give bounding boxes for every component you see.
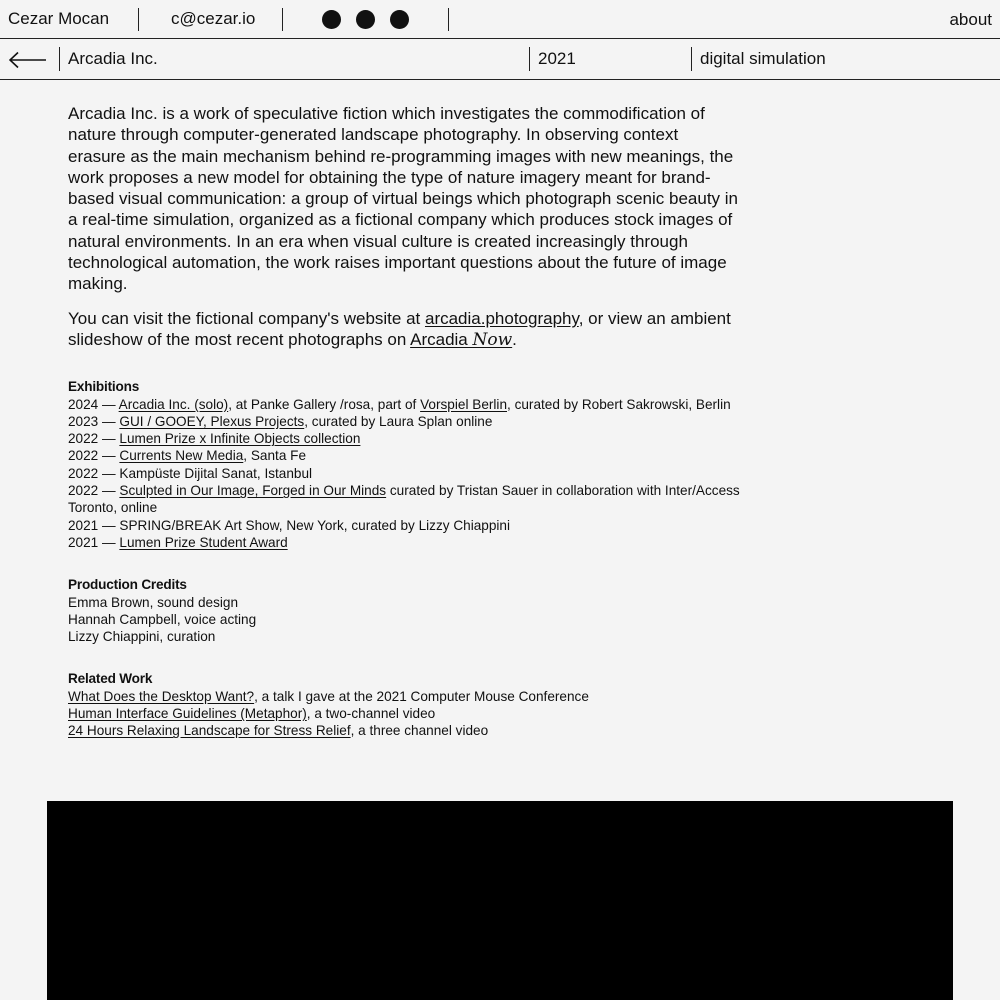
arcadia-now-label: Arcadia (410, 329, 473, 349)
divider (529, 47, 530, 71)
project-description: Arcadia Inc. is a work of speculative fiction which investigates the commodification of nature through computer-generated landscape photography. In observing context erasure as the main mechanism behind re-programming images with new meanings, the work proposes a new model for obtaining the type of nature imagery meant for brand-based visual communication: a group of virtual beings which photograph scenic beauty in a real-time simulation, organized as a fictional company which produces stock images of natural environments. In an era when visual culture is created increasingly through technological automation, the work raises important questions about the future of image making. (68, 104, 739, 294)
visit-text: You can visit the fictional company's website at (68, 308, 425, 328)
arcadia-website-link[interactable]: arcadia.photography (424, 308, 579, 328)
video-player[interactable] (47, 801, 953, 1000)
circle-icon[interactable] (390, 10, 409, 29)
related-work-text: , a three channel video (350, 723, 489, 739)
credits-list (68, 594, 748, 646)
exhibition-item (68, 396, 748, 413)
divider (691, 47, 692, 71)
divider (448, 8, 449, 31)
related-item (68, 705, 748, 722)
exhibition-link[interactable]: Arcadia Inc. (solo) (118, 396, 229, 412)
related-work-link[interactable]: Human Interface Guidelines (Metaphor) (68, 706, 307, 722)
about-link[interactable]: about (949, 10, 992, 29)
exhibition-year: 2021 — (68, 534, 120, 550)
related-work-text: , a talk I gave at the 2021 Computer Mouse Conference (254, 688, 589, 704)
divider (282, 8, 283, 31)
credit-item: Emma Brown, sound design (68, 594, 239, 610)
exhibition-text: SPRING/BREAK Art Show, New York, curated by Lizzy Chiappini (119, 517, 511, 533)
exhibition-year: 2022 — (68, 465, 120, 481)
credits-heading: Production Credits (68, 577, 187, 593)
exhibition-year: 2022 — (68, 483, 120, 499)
exhibition-year: 2024 — (68, 396, 119, 412)
credit-item: Hannah Campbell, voice acting (68, 611, 257, 627)
related-work-text: , a two-channel video (306, 706, 436, 722)
exhibition-item (68, 465, 748, 482)
top-bar (0, 0, 1000, 39)
related-section (68, 670, 748, 739)
project-bar (0, 39, 1000, 80)
exhibition-item (68, 517, 748, 534)
site-name-link[interactable]: Cezar Mocan (8, 9, 110, 28)
exhibition-text: , curated by Laura Splan online (304, 413, 493, 429)
exhibition-year: 2023 — (68, 413, 120, 429)
exhibitions-section (68, 378, 748, 551)
visit-text: , or view an ambient slideshow of the most recent photographs on (68, 308, 731, 349)
credits-section (68, 576, 748, 645)
circle-icon[interactable] (356, 10, 375, 29)
exhibition-item (68, 447, 748, 464)
visit-text: . (512, 329, 517, 349)
exhibition-link[interactable]: Vorspiel Berlin (420, 396, 508, 412)
exhibition-link[interactable]: GUI / GOOEY, Plexus Projects (119, 413, 305, 429)
exhibition-text: , at Panke Gallery /rosa, part of (228, 396, 421, 412)
exhibition-text: curated by Tristan Sauer in collaboration with Inter/Access Toronto, online (68, 483, 740, 516)
exhibition-item (68, 534, 748, 551)
exhibition-text: , curated by Robert Sakrowski, Berlin (507, 396, 731, 412)
related-item (68, 722, 748, 739)
divider (59, 47, 60, 71)
related-work-link[interactable]: What Does the Desktop Want? (68, 688, 255, 704)
exhibition-item (68, 413, 748, 430)
exhibition-text: Kampüste Dijital Sanat, Istanbul (119, 465, 313, 481)
exhibition-text: , Santa Fe (243, 448, 307, 464)
related-item (68, 688, 748, 705)
project-content (68, 103, 738, 740)
exhibition-year: 2022 — (68, 448, 120, 464)
now-label: Now (472, 329, 513, 350)
exhibition-item (68, 430, 748, 447)
related-heading: Related Work (68, 671, 153, 687)
exhibition-link[interactable]: Lumen Prize Student Award (119, 534, 288, 550)
exhibition-link[interactable]: Currents New Media (119, 448, 244, 464)
exhibition-link[interactable]: Sculpted in Our Image, Forged in Our Minds (119, 483, 387, 499)
credit-item: Lizzy Chiappini, curation (68, 629, 216, 645)
back-arrow-icon[interactable] (9, 51, 47, 69)
arcadia-now-link[interactable] (410, 330, 512, 349)
divider (138, 8, 139, 31)
exhibitions-list (68, 396, 748, 552)
exhibition-link[interactable]: Lumen Prize x Infinite Objects collection (119, 431, 361, 447)
visit-paragraph (68, 308, 738, 352)
circle-icon[interactable] (322, 10, 341, 29)
exhibition-item (68, 482, 748, 517)
exhibition-year: 2022 — (68, 431, 120, 447)
project-medium: digital simulation (700, 49, 826, 68)
project-year: 2021 (538, 49, 576, 68)
project-title: Arcadia Inc. (68, 49, 158, 68)
exhibitions-heading: Exhibitions (68, 379, 140, 395)
exhibition-year: 2021 — (68, 517, 120, 533)
email-link[interactable]: c@cezar.io (171, 9, 256, 28)
related-work-link[interactable]: 24 Hours Relaxing Landscape for Stress Relief (68, 723, 351, 739)
related-list (68, 688, 748, 740)
